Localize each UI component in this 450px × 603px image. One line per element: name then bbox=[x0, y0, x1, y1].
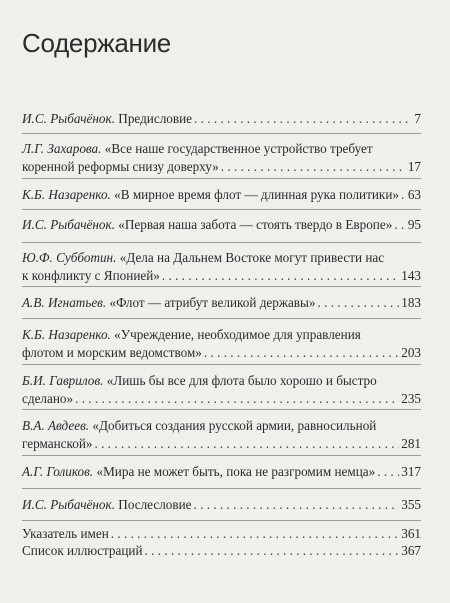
divider bbox=[22, 286, 421, 287]
dot-leader bbox=[401, 186, 406, 204]
toc-entry[interactable] bbox=[22, 326, 421, 362]
divider bbox=[22, 520, 421, 521]
dot-leader bbox=[318, 294, 400, 312]
toc-entry-title-cont: сделано» bbox=[22, 391, 74, 406]
toc-index-label: Список иллюстраций bbox=[22, 543, 143, 558]
toc-entry[interactable] bbox=[22, 216, 421, 234]
toc-author: К.Б. Назаренко. bbox=[22, 327, 111, 342]
toc-entry-title: Послесловие bbox=[115, 497, 192, 512]
toc-author: А.В. Игнатьев. bbox=[22, 295, 107, 310]
toc-entry-title: «В мирное время флот — длинная рука политики» bbox=[110, 187, 399, 202]
divider bbox=[22, 318, 421, 319]
toc-entry-line bbox=[22, 372, 421, 390]
toc-page-number: 95 bbox=[407, 217, 421, 232]
toc-page-number: 183 bbox=[401, 295, 421, 310]
toc-entry-line bbox=[22, 216, 421, 234]
toc-entry[interactable] bbox=[22, 140, 421, 176]
toc-page-number: 355 bbox=[401, 497, 421, 512]
toc-entry-title: «Лишь бы все для флота было хорошо и быстро bbox=[103, 373, 377, 388]
toc-entry-line bbox=[22, 344, 421, 362]
toc-index-entry[interactable] bbox=[22, 525, 421, 542]
toc-entry-line bbox=[22, 294, 421, 312]
divider bbox=[22, 178, 421, 179]
toc-page-number: 203 bbox=[401, 345, 421, 360]
toc-entry[interactable] bbox=[22, 110, 421, 128]
toc-entry-text bbox=[22, 186, 399, 204]
toc-author: И.С. Рыбачёнок. bbox=[22, 497, 115, 512]
dot-leader bbox=[75, 390, 399, 408]
divider bbox=[22, 364, 421, 365]
dot-leader bbox=[221, 158, 406, 176]
toc-entry[interactable] bbox=[22, 496, 421, 514]
toc-author: Л.Г. Захарова. bbox=[22, 141, 102, 156]
toc-index-label: Указатель имен bbox=[22, 526, 109, 541]
toc-author: А.Г. Голиков. bbox=[22, 464, 94, 479]
toc-author: К.Б. Назаренко. bbox=[22, 187, 111, 202]
dot-leader bbox=[377, 463, 399, 481]
toc-author: Б.И. Гаврилов. bbox=[22, 373, 104, 388]
divider bbox=[22, 133, 421, 134]
toc-entry-line bbox=[22, 249, 421, 267]
toc-entry-title: «Первая наша забота — стоять твердо в Европе» bbox=[115, 217, 393, 232]
toc-page-number: 361 bbox=[401, 526, 421, 541]
toc-entry[interactable] bbox=[22, 417, 421, 453]
toc-entry-text bbox=[22, 463, 375, 481]
toc-entry-line bbox=[22, 496, 421, 514]
toc-entry-line bbox=[22, 158, 421, 176]
toc-author: В.А. Авдеев. bbox=[22, 418, 90, 433]
toc-entry-line bbox=[22, 186, 421, 204]
toc-entry-line bbox=[22, 525, 421, 542]
divider bbox=[22, 209, 421, 210]
toc-entry-line bbox=[22, 326, 421, 344]
toc-entry-line bbox=[22, 435, 421, 453]
toc-entry[interactable] bbox=[22, 186, 421, 204]
toc-entry-line bbox=[22, 110, 421, 128]
toc-entry-title-cont: германской» bbox=[22, 436, 93, 451]
toc-entry-title: «Все наше государственное устройство требует bbox=[101, 141, 373, 156]
toc-entry-title: Предисловие bbox=[115, 111, 193, 126]
dot-leader bbox=[162, 267, 399, 285]
toc-page-number: 143 bbox=[401, 268, 421, 283]
toc-page-number: 367 bbox=[401, 543, 421, 558]
toc-entry-line bbox=[22, 417, 421, 435]
toc-entry-text bbox=[22, 216, 392, 234]
toc-page-number: 7 bbox=[414, 111, 421, 126]
dot-leader bbox=[111, 525, 399, 542]
toc-page-number: 235 bbox=[401, 391, 421, 406]
page-title: Содержание bbox=[22, 28, 171, 58]
dot-leader bbox=[194, 110, 412, 128]
toc-entry[interactable] bbox=[22, 249, 421, 285]
toc-entry-text bbox=[22, 110, 192, 128]
toc-entry-title-cont: к конфликту с Японией» bbox=[22, 268, 160, 283]
toc-entry-title: «Мира не может быть, пока не разгромим немца» bbox=[93, 464, 376, 479]
toc-entry-title: «Флот — атрибут великой державы» bbox=[106, 295, 316, 310]
dot-leader bbox=[194, 496, 400, 514]
toc-entry-title: «Учреждение, необходимое для управления bbox=[110, 327, 361, 342]
toc-entry-line bbox=[22, 390, 421, 408]
toc-entry-line bbox=[22, 140, 421, 158]
toc-author: И.С. Рыбачёнок. bbox=[22, 217, 115, 232]
toc-page-number: 17 bbox=[407, 159, 421, 174]
toc-entry[interactable] bbox=[22, 294, 421, 312]
divider bbox=[22, 488, 421, 489]
toc-page-number: 281 bbox=[401, 436, 421, 451]
toc-entry-text bbox=[22, 294, 316, 312]
toc-page-number: 317 bbox=[401, 464, 421, 479]
toc-entry[interactable] bbox=[22, 372, 421, 408]
dot-leader bbox=[94, 435, 399, 453]
toc-index-entry[interactable] bbox=[22, 542, 421, 559]
toc-entry-line bbox=[22, 463, 421, 481]
dot-leader bbox=[145, 542, 400, 559]
toc-entry-title-cont: коренной реформы снизу доверху» bbox=[22, 159, 219, 174]
toc-entry-line bbox=[22, 267, 421, 285]
dot-leader bbox=[394, 216, 406, 234]
toc-page-number: 63 bbox=[407, 187, 421, 202]
toc-entry-title: «Дела на Дальнем Востоке могут привести нас bbox=[116, 250, 385, 265]
toc-entry-text bbox=[22, 496, 192, 514]
dot-leader bbox=[204, 344, 399, 362]
toc-entry-title-cont: флотом и морским ведомством» bbox=[22, 345, 202, 360]
divider bbox=[22, 409, 421, 410]
toc-author: Ю.Ф. Субботин. bbox=[22, 250, 117, 265]
toc-author: И.С. Рыбачёнок. bbox=[22, 111, 115, 126]
toc-entry[interactable] bbox=[22, 463, 421, 481]
divider bbox=[22, 455, 421, 456]
toc-entry-line bbox=[22, 542, 421, 559]
toc-entry-title: «Добиться создания русской армии, равносильной bbox=[89, 418, 377, 433]
divider bbox=[22, 242, 421, 243]
